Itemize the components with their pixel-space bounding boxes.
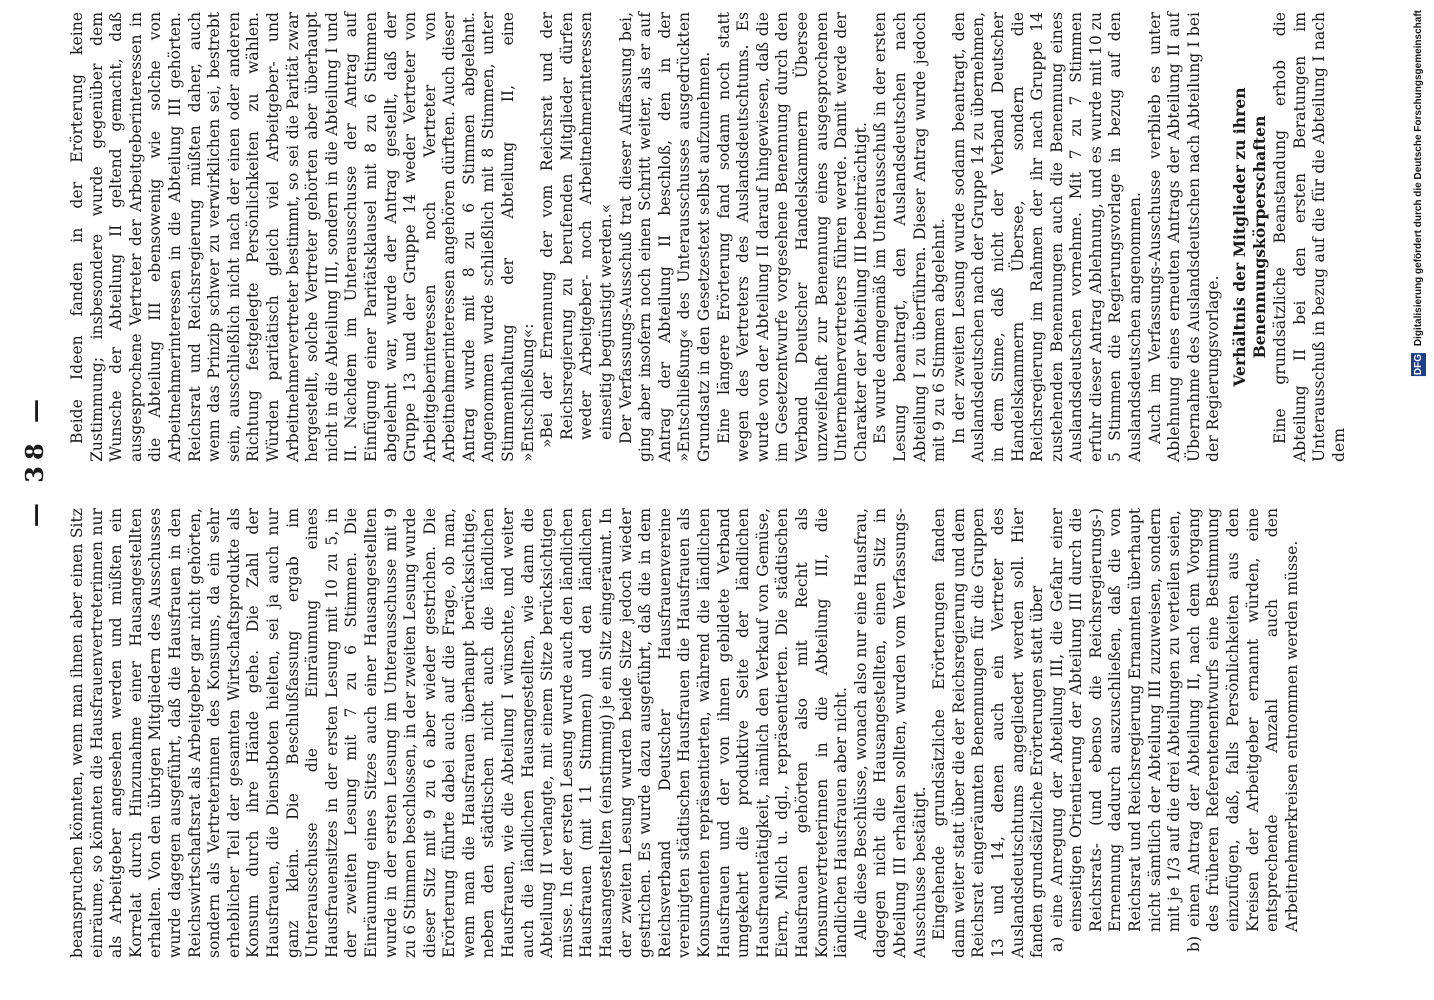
paragraph: Eingehende grundsätzliche Erörterungen fanden dann weiter statt über die der Reichsregierung und dem Reichsrat eingeräumten Benennungen für die Gruppen 13 und 14, denen auch ein Vertreter des Auslandsdeutschtums angegliedert werden soll. Hier fanden grundsätzliche Erörterungen statt über	[930, 508, 1047, 958]
digitization-credit: Digitalisierung gefördert durch die Deutsche Forschungsgemeinschaft	[1413, 10, 1424, 347]
dfg-logo-icon: DFG	[1413, 353, 1424, 376]
scanned-page	[20, 0, 1348, 960]
quote: »Bei der Ernennung der vom Reichsrat und der Reichsregierung zu berufenden Mitglieder dürfen weder Arbeitgeber- noch Arbeitnehmerinteressen einseitig begünstigt werden.«	[538, 12, 616, 448]
paragraph: Der Verfassungs-Ausschuß trat dieser Auffassung bei, ging aber insofern noch einen Schritt weiter, als er auf Antrag der Abteilung II beschloß, den in der »Entschließung« des Unterausschusses ausgedrückten Grundsatz in den Gesetzestext selbst aufzunehmen.	[616, 12, 713, 462]
paragraph: Eine grundsätzliche Beanstandung erhob die Abteilung II bei den ersten Beratungen im Unterausschuß in bezug auf die für die Abteilung I nach dem	[1271, 12, 1348, 462]
left-column	[68, 508, 1302, 958]
dfg-margin-note	[1411, 10, 1426, 376]
page-number: — 38 —	[20, 392, 49, 528]
section-heading: Verhältnis der Mitglieder zu ihren Benennungskörperschaften	[1230, 87, 1269, 387]
paragraph: beanspruchen könnten, wenn man ihnen aber einen Sitz einräume, so könnten die Hausfrauenvertreterinnen nur als Arbeitgeber angesehen werden und müßten ein Korrelat durch Hinzunahme einer Hausangestellten erhalten. Von den übrigen Mitgliedern des Ausschusses wurde dagegen ausgeführt, daß die Hausfrauen in den Reichswirtschaftsrat als Arbeitgeber gar nicht gehörten, sondern als Vertreterinnen des Konsums, da ein sehr erheblicher Teil der gesamten Wirtschaftsprodukte als Konsum durch ihre Hände gehe. Die Zahl der Hausfrauen, die Dienstboten hielten, sei ja auch nur ganz klein. Die Beschlußfassung ergab im Unterausschusse die Einräumung eines Hausfrauensitzes in der ersten Lesung mit 10 zu 5, in der zweiten Lesung mit 7 zu 6 Stimmen. Die Einräumung eines Sitzes auch einer Hausangestellten wurde in der ersten Lesung im Unterausschusse mit 9 zu 6 Stimmen beschlossen, in der zweiten Lesung wurde dieser Sitz mit 9 zu 6 aber wieder gestrichen. Die Erörterung führte dabei auch auf die Frage, ob man, wenn man die Hausfrauen überhaupt berücksichtige, neben den städtischen nicht auch die ländlichen Hausfrauen, wie die Abteilung I wünschte, und weiter auch die ländlichen Hausangestellten, wie dann die Abteilung II verlangte, mit einem Sitze berücksichtigen müsse. In der ersten Lesung wurde auch den ländlichen Hausfrauen (mit 11 Stimmen) und den ländlichen Hausangestellten (einstimmig) je ein Sitz eingeräumt. In der zweiten Lesung wurden beide Sitze jedoch wieder gestrichen. Es wurde dazu ausgeführt, daß die in dem Reichsverband Deutscher Hausfrauenvereine vereinigten städtischen Hausfrauen die Hausfrauen als Konsumenten repräsentierten, während die ländlichen Hausfrauen und der von ihnen gebildete Verband umgekehrt die produktive Seite der ländlichen Hausfrauentätigkeit, nämlich den Verkauf von Gemüse, Eiern, Milch u. dgl., repräsentierten. Die städtischen Hausfrauen gehörten also mit Recht als Konsumvertreterinnen in die Abteilung III, die ländlichen Hausfrauen aber nicht.	[68, 508, 851, 958]
paragraph: Auch im Verfassungs-Ausschusse verblieb es unter Ablehnung eines erneuten Antrags der Abteilung II auf Übernahme des Auslandsdeutschen nach Abteilung I bei der Regierungsvorlage.	[1145, 12, 1223, 462]
paragraph: Es wurde demgemäß im Unterausschuß in der ersten Lesung beantragt, den Auslandsdeutschen nach Abteilung I zu überführen. Dieser Antrag wurde jedoch mit 9 zu 6 Stimmen abgelehnt.	[871, 12, 949, 462]
paragraph: Beide Ideen fanden in der Erörterung keine Zustimmung; insbesondere wurde gegenüber dem Wunsche der Abteilung II geltend gemacht, daß ausgesprochene Vertreter der Arbeitgeberinteressen in die Abteilung III ebensowenig wie solche von Arbeitnehmerinteressen in die Abteilung III gehörten. Reichsrat und Reichsregierung müßten daher, auch wenn das Prinzip schwer zu verwirklichen sei, bestrebt sein, ausschließlich nicht nach der einen oder anderen Richtung festgelegte Persönlichkeiten zu wählen. Würden paritätisch gleich viel Arbeitgeber- und Arbeitnehmervertreter bestimmt, so sei die Parität zwar hergestellt, solche Vertreter gehörten aber überhaupt nicht in die Abteilung III, sondern in die Abteilung I und II. Nachdem im Unterausschusse der Antrag auf Einfügung einer Paritätsklausel mit 8 zu 6 Stimmen abgelehnt war, wurde der Antrag gestellt, daß der Gruppe 13 und der Gruppe 14 weder Vertreter von Arbeitgeberinteressen noch Vertreter von Arbeitnehmerinteressen angehören dürften. Auch dieser Antrag wurde mit 8 zu 6 Stimmen abgelehnt. Angenommen wurde schließlich mit 8 Stimmen, unter Stimmenthaltung der Abteilung II, eine »Entschließung«:	[68, 12, 537, 462]
list-item-a: a) eine Anregung der Abteilung III, die Gefahr einer einseitigen Orientierung der Abteilung III durch die Reichsrats- (und ebenso die Reichsregierungs-) Ernennung dadurch auszuschließen, daß die von Reichsrat und Reichsregierung Ernannten überhaupt nicht sämtlich der Abteilung III zuzuweisen, sondern mit je 1/3 auf die drei Abteilungen zu verteilen seien,	[1047, 508, 1184, 952]
right-column	[68, 12, 1350, 462]
paragraph: Eine längere Erörterung fand sodann noch statt wegen des Vertreters des Auslandsdeutschtums. Es wurde von der Abteilung II darauf hingewiesen, daß die im Gesetzentwurfe vorgesehene Benennung durch den Verband Deutscher Handelskammern Übersee unzweifelhaft zur Benennung eines ausgesprochenen Unternehmervertreters führen werde. Damit werde der Charakter der Abteilung III beeinträchtigt.	[714, 12, 870, 462]
list-item-b: b) einen Antrag der Abteilung II, nach dem Vorgang des früheren Referentenentwurfs eine Bestimmung einzufügen, daß, falls Persönlichkeiten aus den Kreisen der Arbeitgeber ernannt würden, eine entsprechende Anzahl auch den Arbeitnehmerkreisen entnommen werden müsse.	[1184, 508, 1301, 952]
paragraph: Alle diese Beschlüsse, wonach also nur eine Hausfrau, dagegen nicht die Hausangestellten, einen Sitz in Abteilung III erhalten sollten, wurden vom Verfassungs-Ausschusse bestätigt.	[851, 508, 929, 958]
paragraph: In der zweiten Lesung wurde sodann beantragt, den Auslandsdeutschen nach der Gruppe 14 zu übernehmen, in dem Sinne, daß nicht der Verband Deutscher Handelskammern Übersee, sondern die Reichsregierung im Rahmen der ihr nach Gruppe 14 zustehenden Benennungen auch die Benennung eines Auslandsdeutschen vornehme. Mit 7 zu 7 Stimmen erfuhr dieser Antrag Ablehnung, und es wurde mit 10 zu 5 Stimmen die Regierungsvorlage in bezug auf den Auslandsdeutschen angenommen.	[949, 12, 1145, 462]
